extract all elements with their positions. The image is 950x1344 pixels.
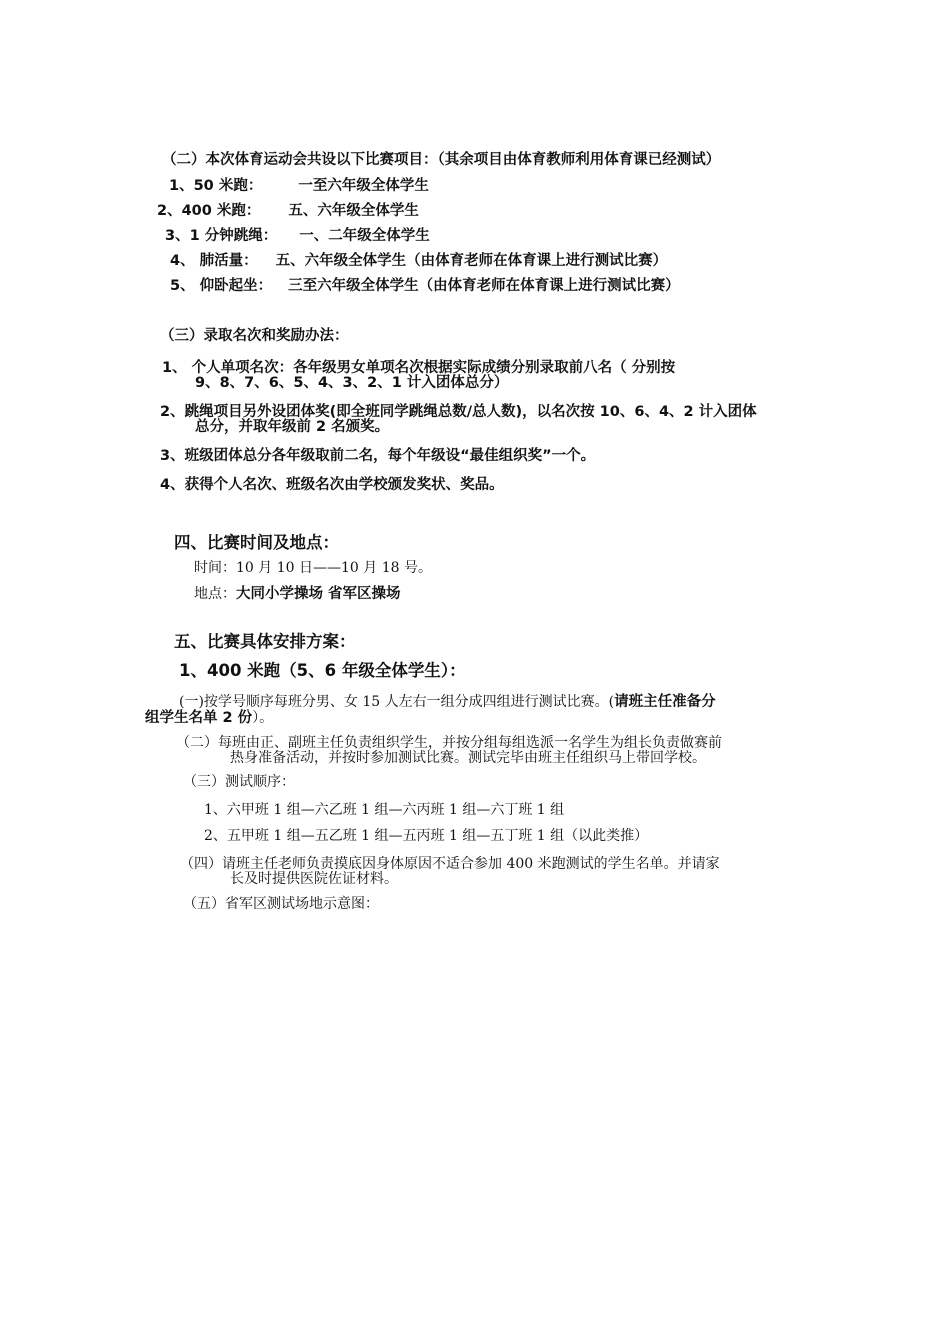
arrangement-2-line2: 热身准备活动，并按时参加测试比赛。测试完毕由班主任组织马上带回学校。 [230,750,706,766]
arrangement-4-line1: （四）请班主任老师负责摸底因身体原因不适合参加 400 米跑测试的学生名单。并请家 [180,856,720,872]
section4-heading: 四、比赛时间及地点： [174,533,339,552]
event-label: 4、 肺活量： [170,253,258,269]
award-rule-1-line2: 9、8、7、6、5、4、3、2、1 计入团体总分） [195,375,509,391]
arrangement-5: （五）省军区测试场地示意图： [183,896,379,912]
section3-heading: （三）录取名次和奖励办法： [160,328,349,344]
arrangement-3: （三）测试顺序： [183,774,295,790]
test-order-1: 1、六甲班 1 组—六乙班 1 组—六丙班 1 组—六丁班 1 组 [204,802,565,818]
event-place [194,585,401,602]
event-desc: 五、六年级全体学生 [288,203,419,219]
event-label: 5、 仰卧起坐： [170,278,273,294]
section5-subheading: 1、400 米跑（5、6 年级全体学生）： [179,661,466,680]
place-value: 大同小学操场 省军区操场 [236,586,401,602]
arrangement-1-text-end: ）。 [252,710,274,726]
arrangement-1-text: (一)按学号顺序每班分男、女 15 人左右一组分成四组进行测试比赛。( [179,694,615,710]
award-rule-1-line1: 1、 个人单项名次：各年级男女单项名次根据实际成绩分别录取前八名（ 分别按 [162,360,676,376]
place-label: 地点： [194,586,236,602]
event-item-2 [157,204,419,219]
arrangement-1-line1 [179,693,716,710]
event-item-5 [170,279,680,294]
event-label: 3、1 分钟跳绳： [165,228,278,244]
test-order-2: 2、五甲班 1 组—五乙班 1 组—五丙班 1 组—五丁班 1 组（以此类推） [204,828,649,844]
award-rule-2-line1: 2、跳绳项目另外设团体奖(即全班同学跳绳总数/总人数)，以名次按 10、6、4、2 计入团体 [160,404,757,420]
event-item-3 [165,229,430,244]
arrangement-1-emphasis-cont: 组学生名单 2 份 [145,710,253,726]
event-item-1 [169,179,429,194]
arrangement-4-line2: 长及时提供医院佐证材料。 [230,871,398,887]
event-time: 时间：10 月 10 日——10 月 18 号。 [194,560,432,576]
award-rule-4: 4、获得个人名次、班级名次由学校颁发奖状、奖品。 [160,477,504,493]
event-label: 2、400 米跑： [157,203,261,219]
event-desc: 五、六年级全体学生（由体育老师在体育课上进行测试比赛） [275,253,668,269]
arrangement-1-line2 [145,709,273,726]
award-rule-2-line2: 总分，并取年级前 2 名颁奖。 [195,419,390,435]
arrangement-2-line1: （二）每班由正、副班主任负责组织学生，并按分组每组选派一名学生为组长负责做赛前 [176,735,722,751]
award-rule-3: 3、班级团体总分各年级取前二名，每个年级设“最佳组织奖”一个。 [160,448,596,464]
section5-heading: 五、比赛具体安排方案： [174,632,356,651]
event-label: 1、50 米跑： [169,178,263,194]
event-desc: 三至六年级全体学生（由体育老师在体育课上进行测试比赛） [288,278,680,294]
section2-heading: （二）本次体育运动会共设以下比赛项目：（其余项目由体育教师利用体育课已经测试） [162,152,721,168]
arrangement-1-emphasis: 请班主任准备分 [614,694,716,710]
event-item-4 [170,254,667,269]
event-desc: 一至六年级全体学生 [298,178,429,194]
event-desc: 一、二年级全体学生 [299,228,430,244]
